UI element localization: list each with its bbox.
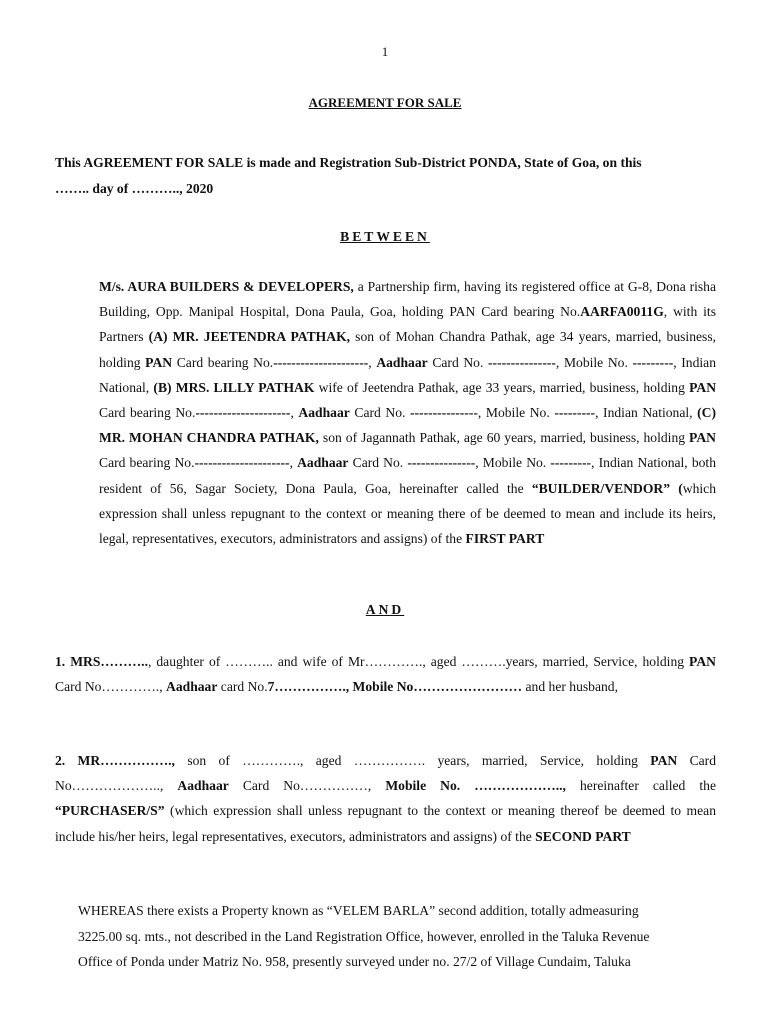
blank-field: ---------------: [407, 455, 476, 471]
text-segment: , Mobile No.: [475, 455, 551, 471]
text-segment: ,: [290, 405, 299, 421]
text-segment: son of …………., aged ……………. years, married, Service, holding: [174, 753, 651, 768]
text-segment: Card No………….,: [55, 679, 167, 694]
aadhaar-label: Aadhaar: [297, 455, 349, 471]
aadhaar-mobile-fields: 7……………., Mobile No……………………: [267, 679, 523, 694]
pan-label: PAN: [145, 354, 173, 370]
blank-field: ---------: [554, 405, 596, 421]
text-segment: card No.: [217, 679, 268, 694]
partner-c-name: (C) MR. MOHAN CHANDRA PATHAK,: [99, 405, 717, 446]
text-segment: , Indian National,: [595, 405, 698, 421]
text-segment: hereinafter called the: [565, 778, 716, 794]
purchaser-2-name: 2. MR…………….,: [55, 753, 175, 768]
and-heading: AND: [365, 602, 405, 617]
intro-line-2: …….. day of ……….., 2020: [55, 181, 214, 196]
text-segment: Card No.: [349, 405, 410, 421]
blank-field: ---------------------: [195, 405, 291, 421]
text-segment: , Indian National, both resident of 56, Sagar Society, Dona Paula, Goa, hereinafter called the: [99, 455, 717, 496]
text-segment: Card bearing No.: [99, 455, 195, 471]
text-segment: Card No.: [427, 354, 489, 370]
whereas-line-3: Office of Ponda under Matriz No. 958, presently surveyed under no. 27/2 of Village Cundaim, Taluka: [78, 954, 631, 969]
text-segment: Card bearing No.: [99, 405, 196, 421]
blank-field: ---------------------: [194, 455, 290, 471]
text-segment: (which expression shall unless repugnant to the context or meaning thereof be deemed to mean include his/her heirs, legal representatives, executors, administrators and assigns) of the: [55, 803, 716, 844]
whereas-line-1: WHEREAS there exists a Property known as “VELEM BARLA” second addition, totally admeasuring: [78, 903, 639, 918]
builder-firm-name: M/s. AURA BUILDERS & DEVELOPERS,: [99, 279, 354, 294]
purchaser-1-paragraph: [55, 649, 716, 699]
blank-field: ---------: [632, 354, 674, 370]
whereas-line-2: 3225.00 sq. mts., not described in the Land Registration Office, however, enrolled in the Taluka Revenue: [78, 928, 650, 944]
text-segment: , daughter of ……….. and wife of Mr…………., aged ……….years, married, Service, holding: [147, 654, 690, 669]
text-segment: a Partnership firm, having its registered office at G-8, Dona risha Building, Opp. Manipal Hospital, Dona Paula, Goa, holding PAN Card bearing No.: [99, 279, 717, 320]
pan-label: PAN: [689, 654, 716, 669]
blank-field: ---------: [550, 455, 592, 471]
purchaser-2-paragraph: [55, 748, 716, 849]
pan-label: PAN: [650, 753, 678, 768]
text-segment: wife of Jeetendra Pathak, age 33 years, married, business, holding: [314, 379, 690, 395]
text-segment: Card No……………,: [228, 778, 386, 794]
aadhaar-label: Aadhaar: [177, 778, 229, 794]
text-segment: , Mobile No.: [477, 405, 555, 421]
intro-line-1: This AGREEMENT FOR SALE is made and Registration Sub-District PONDA, State of Goa, on this: [55, 155, 642, 170]
text-segment: son of Mohan Chandra Pathak, age 34 years, married, business, holding: [99, 329, 717, 370]
page-number: 1: [381, 44, 389, 59]
builder-vendor-term: “BUILDER/VENDOR” (: [531, 480, 683, 496]
text-segment: Card No………………..,: [55, 753, 717, 794]
aadhaar-label: Aadhaar: [298, 405, 350, 421]
text-segment: son of Jagannath Pathak, age 60 years, married, business, holding: [318, 430, 690, 446]
pan-label: PAN: [689, 379, 717, 395]
text-segment: which expression shall unless repugnant to the context or meaning there of be deemed to mean and include its heirs, legal, representatives, executors, administrators and assigns) of the: [99, 480, 716, 547]
text-segment: ,: [368, 354, 377, 370]
mobile-field: Mobile No. ………………..,: [385, 778, 566, 794]
intro-paragraph: [55, 150, 717, 202]
text-segment: , Mobile No.: [555, 354, 633, 370]
partner-b-name: (B) MRS. LILLY PATHAK: [153, 379, 315, 395]
blank-field: ---------------: [409, 405, 478, 421]
whereas-paragraph: [78, 898, 716, 975]
purchaser-term: “PURCHASER/S”: [55, 803, 165, 819]
blank-field: ---------------: [488, 354, 556, 370]
text-segment: ,: [289, 455, 298, 471]
builder-pan-number: AARFA0011G: [580, 304, 664, 320]
aadhaar-label: Aadhaar: [166, 679, 218, 694]
builder-vendor-paragraph: [99, 274, 716, 551]
second-part-term: SECOND PART: [535, 828, 631, 844]
aadhaar-label: Aadhaar: [376, 354, 428, 370]
text-segment: Card No.: [348, 455, 408, 471]
between-heading: BETWEEN: [340, 229, 430, 244]
partner-a-name: (A) MR. JEETENDRA PATHAK,: [148, 329, 351, 345]
text-segment: , Indian National,: [99, 354, 717, 395]
first-part-term: FIRST PART: [465, 531, 545, 547]
blank-field: ---------------------: [273, 354, 369, 370]
document-title: AGREEMENT FOR SALE: [308, 95, 462, 110]
text-segment: , with its Partners: [99, 304, 716, 345]
text-segment: Card bearing No.: [172, 354, 274, 370]
pan-label: PAN: [689, 430, 716, 446]
purchaser-1-name: 1. MRS………..: [55, 654, 148, 669]
text-segment: and her husband,: [522, 679, 618, 694]
